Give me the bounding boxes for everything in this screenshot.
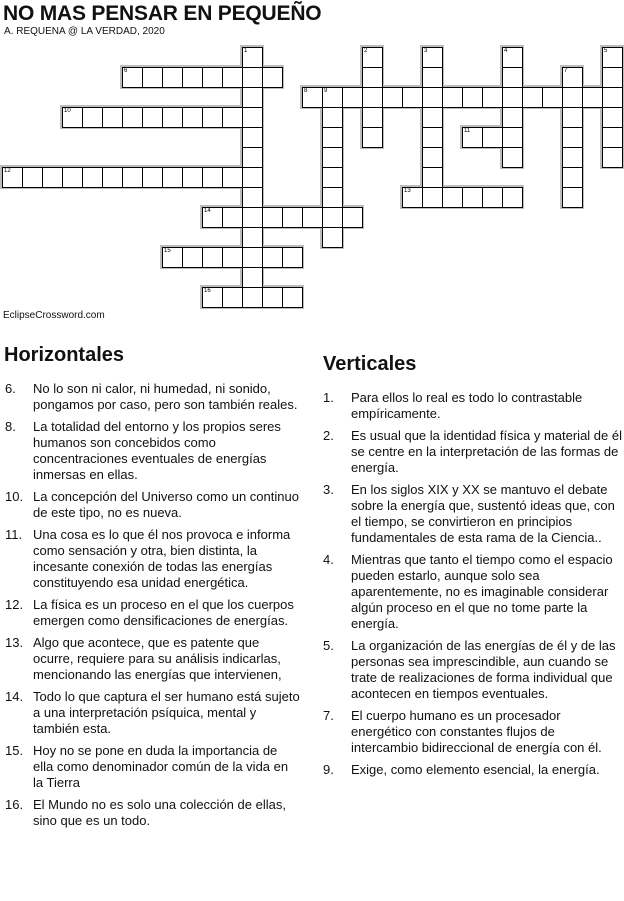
cell-number: 14 <box>204 208 211 214</box>
grid-cell[interactable] <box>362 87 383 108</box>
grid-cell[interactable] <box>162 247 183 268</box>
grid-cell[interactable] <box>442 87 463 108</box>
grid-cell[interactable] <box>482 87 503 108</box>
across-clue <box>0 689 300 737</box>
grid-cell[interactable] <box>322 127 343 148</box>
down-heading: Verticales <box>323 353 417 375</box>
down-clue <box>318 428 622 476</box>
grid-cell[interactable] <box>502 127 523 148</box>
grid-cell[interactable] <box>562 87 583 108</box>
cell-number: 2 <box>364 48 368 54</box>
grid-cell[interactable] <box>502 107 523 128</box>
grid-cell[interactable] <box>222 207 243 228</box>
clue-number: 3. <box>323 482 334 497</box>
cell-number: 11 <box>464 128 471 134</box>
grid-cell[interactable] <box>242 107 263 128</box>
cell-number: 4 <box>504 48 508 54</box>
grid-cell[interactable] <box>242 267 263 288</box>
grid-cell[interactable] <box>582 87 603 108</box>
clue-text: Exige, como elemento esencial, la energía. <box>351 762 600 777</box>
clue-number: 4. <box>323 552 334 567</box>
clue-number: 15. <box>5 743 24 758</box>
cell-number: 12 <box>4 168 11 174</box>
grid-cell[interactable] <box>502 87 523 108</box>
grid-cell[interactable] <box>102 107 123 128</box>
grid-cell[interactable] <box>602 67 623 88</box>
grid-cell[interactable] <box>82 167 103 188</box>
grid-cell[interactable] <box>602 87 623 108</box>
grid-cell[interactable] <box>302 87 323 108</box>
grid-cell[interactable] <box>262 207 283 228</box>
grid-cell[interactable] <box>322 227 343 248</box>
grid-cell[interactable] <box>222 67 243 88</box>
grid-cell[interactable] <box>362 47 383 68</box>
grid-cell[interactable] <box>202 67 223 88</box>
grid-cell[interactable] <box>602 147 623 168</box>
clue-number: 14. <box>5 689 24 704</box>
grid-cell[interactable] <box>122 107 143 128</box>
grid-cell[interactable] <box>242 187 263 208</box>
across-clue <box>0 597 300 629</box>
grid-cell[interactable] <box>242 87 263 108</box>
across-clue <box>0 381 300 413</box>
grid-cell[interactable] <box>162 167 183 188</box>
grid-cell[interactable] <box>422 87 443 108</box>
grid-cell[interactable] <box>562 167 583 188</box>
grid-cell[interactable] <box>162 67 183 88</box>
grid-cell[interactable] <box>62 167 83 188</box>
clue-text: Mientras que tanto el tiempo como el espacio pueden estarlo, aunque solo sea aparentemente, no es imaginable considerar algún proceso en el que no tome parte la energía. <box>351 552 613 631</box>
grid-cell[interactable] <box>482 187 503 208</box>
across-clue <box>0 527 300 591</box>
cell-number: 13 <box>404 188 411 194</box>
grid-cell[interactable] <box>222 107 243 128</box>
grid-cell[interactable] <box>82 107 103 128</box>
grid-cell[interactable] <box>222 167 243 188</box>
grid-cell[interactable] <box>562 107 583 128</box>
grid-cell[interactable] <box>362 67 383 88</box>
grid-cell[interactable] <box>342 207 363 228</box>
grid-cell[interactable] <box>142 107 163 128</box>
grid-cell[interactable] <box>462 187 483 208</box>
grid-cell[interactable] <box>282 287 303 308</box>
grid-cell[interactable] <box>202 207 223 228</box>
grid-cell[interactable] <box>602 127 623 148</box>
grid-cell[interactable] <box>242 287 263 308</box>
across-clue <box>0 743 300 791</box>
clue-text: Hoy no se pone en duda la importancia de ella como denominador común de la vida en la Tierra <box>33 743 289 790</box>
grid-cell[interactable] <box>62 107 83 128</box>
clue-number: 8. <box>5 419 16 434</box>
grid-cell[interactable] <box>142 167 163 188</box>
down-clue <box>318 552 622 632</box>
grid-cell[interactable] <box>502 187 523 208</box>
clue-text: Es usual que la identidad física y material de él se centre en la interpretación de las formas de energía. <box>351 428 622 475</box>
clue-text: Para ellos lo real es todo lo contrastable empíricamente. <box>351 390 583 421</box>
grid-cell[interactable] <box>422 67 443 88</box>
clue-text: La organización de las energías de él y de las personas sea imprescindible, aun cuando se trate de realizaciones de forma individual que acontecen en tiempos eventuales. <box>351 638 616 701</box>
grid-cell[interactable] <box>562 187 583 208</box>
grid-cell[interactable] <box>242 67 263 88</box>
down-clue-list <box>318 390 622 784</box>
grid-cell[interactable] <box>122 167 143 188</box>
cell-number: 8 <box>304 88 308 94</box>
clue-text: La física es un proceso en el que los cuerpos emergen como densificaciones de energías. <box>33 597 294 628</box>
down-clue <box>318 390 622 422</box>
across-clue <box>0 797 300 829</box>
grid-cell[interactable] <box>262 67 283 88</box>
grid-cell[interactable] <box>562 67 583 88</box>
clue-number: 13. <box>5 635 24 650</box>
grid-cell[interactable] <box>202 287 223 308</box>
grid-cell[interactable] <box>302 207 323 228</box>
clue-text: Todo lo que captura el ser humano está sujeto a una interpretación psíquica, mental y también esta. <box>33 689 300 736</box>
grid-cell[interactable] <box>182 167 203 188</box>
clue-text: La concepción del Universo como un continuo de este tipo, no es nueva. <box>33 489 299 520</box>
grid-cell[interactable] <box>402 187 423 208</box>
clue-number: 11. <box>5 527 23 542</box>
across-clue-list <box>0 381 300 835</box>
clue-text: En los siglos XIX y XX se mantuvo el debate sobre la energía que, sustentó ideas que, con el tiempo, se convirtieron en principios fundamentales de esta rama de la Ciencia.. <box>351 482 615 545</box>
grid-cell[interactable] <box>422 107 443 128</box>
grid-cell[interactable] <box>102 167 123 188</box>
down-clue <box>318 638 622 702</box>
cell-number: 16 <box>204 288 211 294</box>
grid-cell[interactable] <box>462 127 483 148</box>
clue-number: 16. <box>5 797 24 812</box>
cell-number: 15 <box>164 248 171 254</box>
clue-number: 1. <box>323 390 334 405</box>
clue-number: 5. <box>323 638 334 653</box>
grid-cell[interactable] <box>242 227 263 248</box>
grid-cell[interactable] <box>602 47 623 68</box>
clue-text: El Mundo no es solo una colección de ellas, sino que es un todo. <box>33 797 286 828</box>
grid-cell[interactable] <box>182 107 203 128</box>
grid-cell[interactable] <box>182 247 203 268</box>
clue-text: No lo son ni calor, ni humedad, ni sonido, pongamos por caso, pero son también reales. <box>33 381 298 412</box>
grid-cell[interactable] <box>262 247 283 268</box>
grid-cell[interactable] <box>542 87 563 108</box>
grid-cell[interactable] <box>282 207 303 228</box>
grid-cell[interactable] <box>242 47 263 68</box>
grid-cell[interactable] <box>142 67 163 88</box>
grid-cell[interactable] <box>442 187 463 208</box>
crossword-grid <box>0 0 624 320</box>
grid-cell[interactable] <box>42 167 63 188</box>
grid-cell[interactable] <box>222 287 243 308</box>
grid-cell[interactable] <box>402 87 423 108</box>
grid-cell[interactable] <box>22 167 43 188</box>
down-clue <box>318 708 622 756</box>
grid-cell[interactable] <box>602 107 623 128</box>
grid-cell[interactable] <box>182 67 203 88</box>
clue-number: 2. <box>323 428 334 443</box>
grid-cell[interactable] <box>242 147 263 168</box>
clue-number: 10. <box>5 489 24 504</box>
grid-cell[interactable] <box>322 147 343 168</box>
cell-number: 9 <box>324 88 328 94</box>
grid-cell[interactable] <box>502 147 523 168</box>
grid-cell[interactable] <box>242 207 263 228</box>
clue-number: 7. <box>323 708 334 723</box>
grid-cell[interactable] <box>422 127 443 148</box>
grid-cell[interactable] <box>502 47 523 68</box>
clue-number: 6. <box>5 381 16 396</box>
grid-cell[interactable] <box>202 107 223 128</box>
cell-number: 1 <box>244 48 248 54</box>
grid-cell[interactable] <box>562 127 583 148</box>
grid-cell[interactable] <box>122 67 143 88</box>
grid-cell[interactable] <box>502 67 523 88</box>
across-clue <box>0 635 300 683</box>
across-heading: Horizontales <box>4 344 125 366</box>
down-clue <box>318 762 622 778</box>
grid-cell[interactable] <box>362 107 383 128</box>
grid-cell[interactable] <box>162 107 183 128</box>
grid-cell[interactable] <box>262 287 283 308</box>
grid-cell[interactable] <box>362 127 383 148</box>
cell-number: 5 <box>604 48 608 54</box>
clue-text: Una cosa es lo que él nos provoca e informa como sensación y otra, bien distinta, la incesante conexión de todas las energías constituyendo esa unidad energética. <box>33 527 291 590</box>
grid-cell[interactable] <box>482 127 503 148</box>
across-clue <box>0 419 300 483</box>
grid-cell[interactable] <box>462 87 483 108</box>
grid-cell[interactable] <box>322 187 343 208</box>
grid-cell[interactable] <box>322 87 343 108</box>
grid-cell[interactable] <box>322 167 343 188</box>
cell-number: 7 <box>564 68 568 74</box>
cell-number: 10 <box>64 108 71 114</box>
clue-text: Algo que acontece, que es patente que ocurre, requiere para su análisis indicarlas, mencionando las energías que intervienen, <box>33 635 282 682</box>
clue-text: El cuerpo humano es un procesador energético con constantes flujos de intercambio bidireccional de energía con él. <box>351 708 602 755</box>
grid-cell[interactable] <box>222 247 243 268</box>
grid-cell[interactable] <box>242 167 263 188</box>
grid-cell[interactable] <box>422 47 443 68</box>
grid-cell[interactable] <box>2 167 23 188</box>
grid-cell[interactable] <box>382 87 403 108</box>
grid-cell[interactable] <box>342 87 363 108</box>
down-clue <box>318 482 622 546</box>
grid-cell[interactable] <box>202 247 223 268</box>
cell-number: 6 <box>124 68 128 74</box>
grid-cell[interactable] <box>242 247 263 268</box>
grid-cell[interactable] <box>322 207 343 228</box>
grid-cell[interactable] <box>422 167 443 188</box>
clue-number: 12. <box>5 597 24 612</box>
grid-cell[interactable] <box>562 147 583 168</box>
across-clue <box>0 489 300 521</box>
clue-number: 9. <box>323 762 334 777</box>
grid-cell[interactable] <box>522 87 543 108</box>
cell-number: 3 <box>424 48 428 54</box>
grid-cell[interactable] <box>242 127 263 148</box>
grid-cell[interactable] <box>282 247 303 268</box>
puzzle-title: NO MAS PENSAR EN PEQUEÑO <box>3 2 322 25</box>
credit-footer: EclipseCrossword.com <box>3 310 105 321</box>
grid-cell[interactable] <box>202 167 223 188</box>
grid-cell[interactable] <box>422 187 443 208</box>
clue-text: La totalidad del entorno y los propios seres humanos son concebidos como concentraciones eventuales de energías inmersas en ellas. <box>33 419 281 482</box>
grid-cell[interactable] <box>422 147 443 168</box>
grid-cell[interactable] <box>322 107 343 128</box>
puzzle-byline: A. REQUENA @ LA VERDAD, 2020 <box>4 26 165 37</box>
